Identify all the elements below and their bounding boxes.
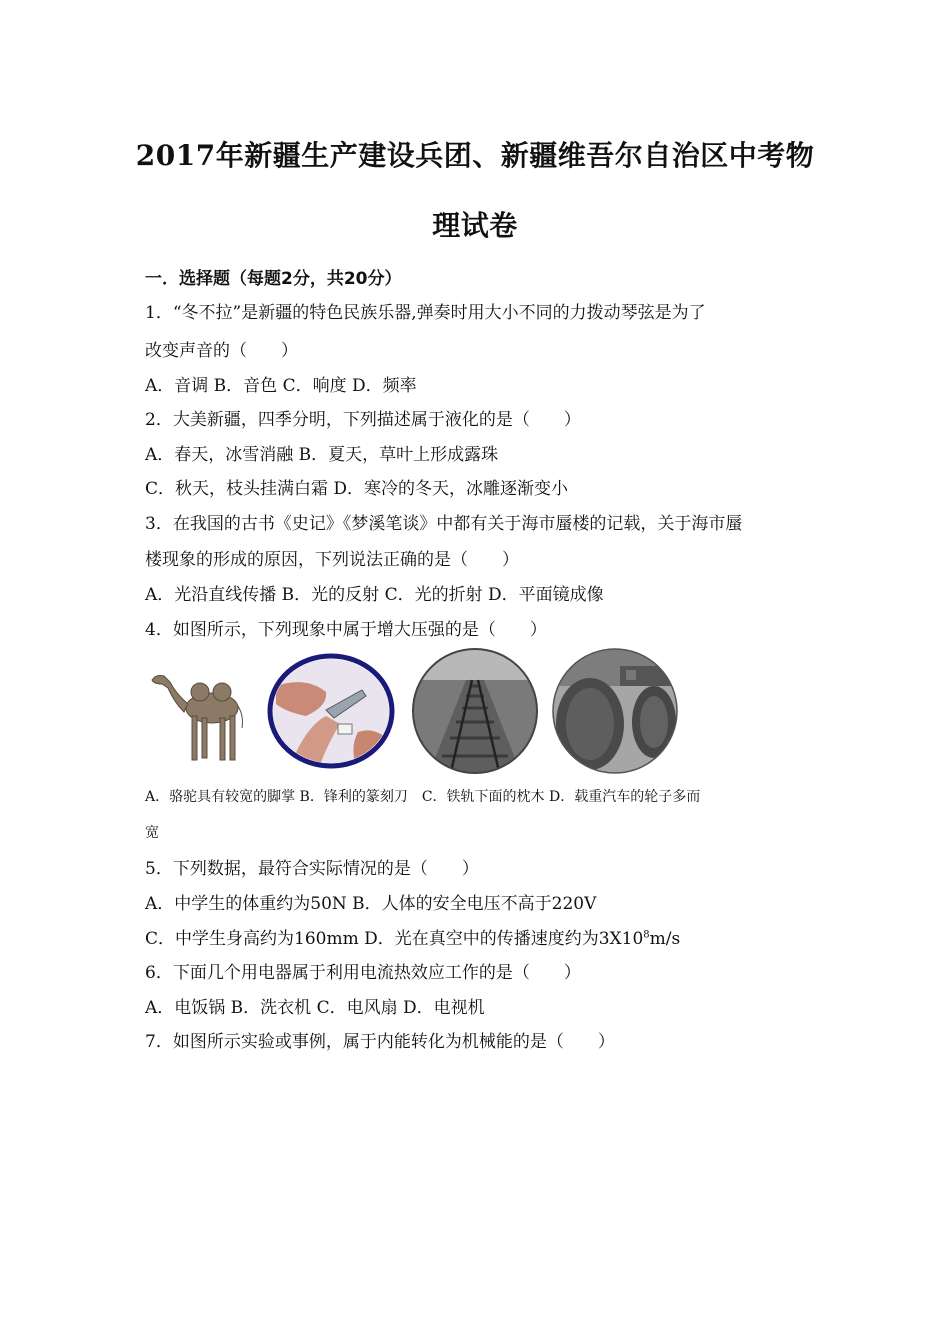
speed-unit: m/s [649,929,681,949]
question-3-options: A．光沿直线传播 B．光的反射 C．光的折射 D．平面镜成像 [145,585,604,605]
question-1-stem-line-1: 1．“冬不拉”是新疆的特色民族乐器,弹奏时用大小不同的力拨动琴弦是为了 [145,303,706,323]
question-5-stem: 5．下列数据，最符合实际情况的是（ ） [145,859,479,879]
question-5-options-line-2-text: C．中学生身高约为160mm D．光在真空中的传播速度约为3X10 [145,929,644,949]
question-2-options-line-1: A．春天，冰雪消融 B．夏天，草叶上形成露珠 [145,445,499,465]
question-3-stem-line-1: 3．在我国的古书《史记》《梦溪笔谈》中都有关于海市蜃楼的记载，关于海市蜃 [145,514,743,534]
question-4-options-line-1: A．骆驼具有较宽的脚掌 B．锋利的篆刻刀 C．铁轨下面的枕木 D．载重汽车的轮子多而 [145,789,701,805]
question-7-stem: 7．如图所示实验或事例，属于内能转化为机械能的是（ ） [145,1032,615,1052]
question-1-stem-line-2: 改变声音的（ ） [145,341,298,361]
carving-knife-figure [266,646,396,776]
exam-title-line-1: 2017年新疆生产建设兵团、新疆维吾尔自治区中考物 [135,139,815,172]
question-2-stem: 2．大美新疆，四季分明，下列描述属于液化的是（ ） [145,410,581,430]
question-6-stem: 6．下面几个用电器属于利用电流热效应工作的是（ ） [145,963,581,983]
exponent-8: 8 [643,929,650,941]
exam-title-line-2: 理试卷 [432,209,518,242]
railway-sleepers-figure [410,646,540,776]
question-4-stem: 4．如图所示，下列现象中属于增大压强的是（ ） [145,620,547,640]
section-heading: 一．选择题（每题2分，共20分） [145,269,402,289]
camel-figure [140,646,270,776]
question-6-options: A．电饭锅 B．洗衣机 C．电风扇 D．电视机 [145,998,485,1018]
question-5-options-line-1: A．中学生的体重约为50N B．人体的安全电压不高于220V [145,894,597,914]
question-3-stem-line-2: 楼现象的形成的原因，下列说法正确的是（ ） [145,550,519,570]
question-2-options-line-2: C．秋天，枝头挂满白霜 D．寒冷的冬天，冰雕逐渐变小 [145,479,569,499]
truck-wheels-figure [550,646,680,776]
question-5-options-line-2 [145,924,680,949]
question-4-options-line-2: 宽 [145,825,159,841]
question-1-options: A．音调 B．音色 C．响度 D．频率 [145,376,417,396]
